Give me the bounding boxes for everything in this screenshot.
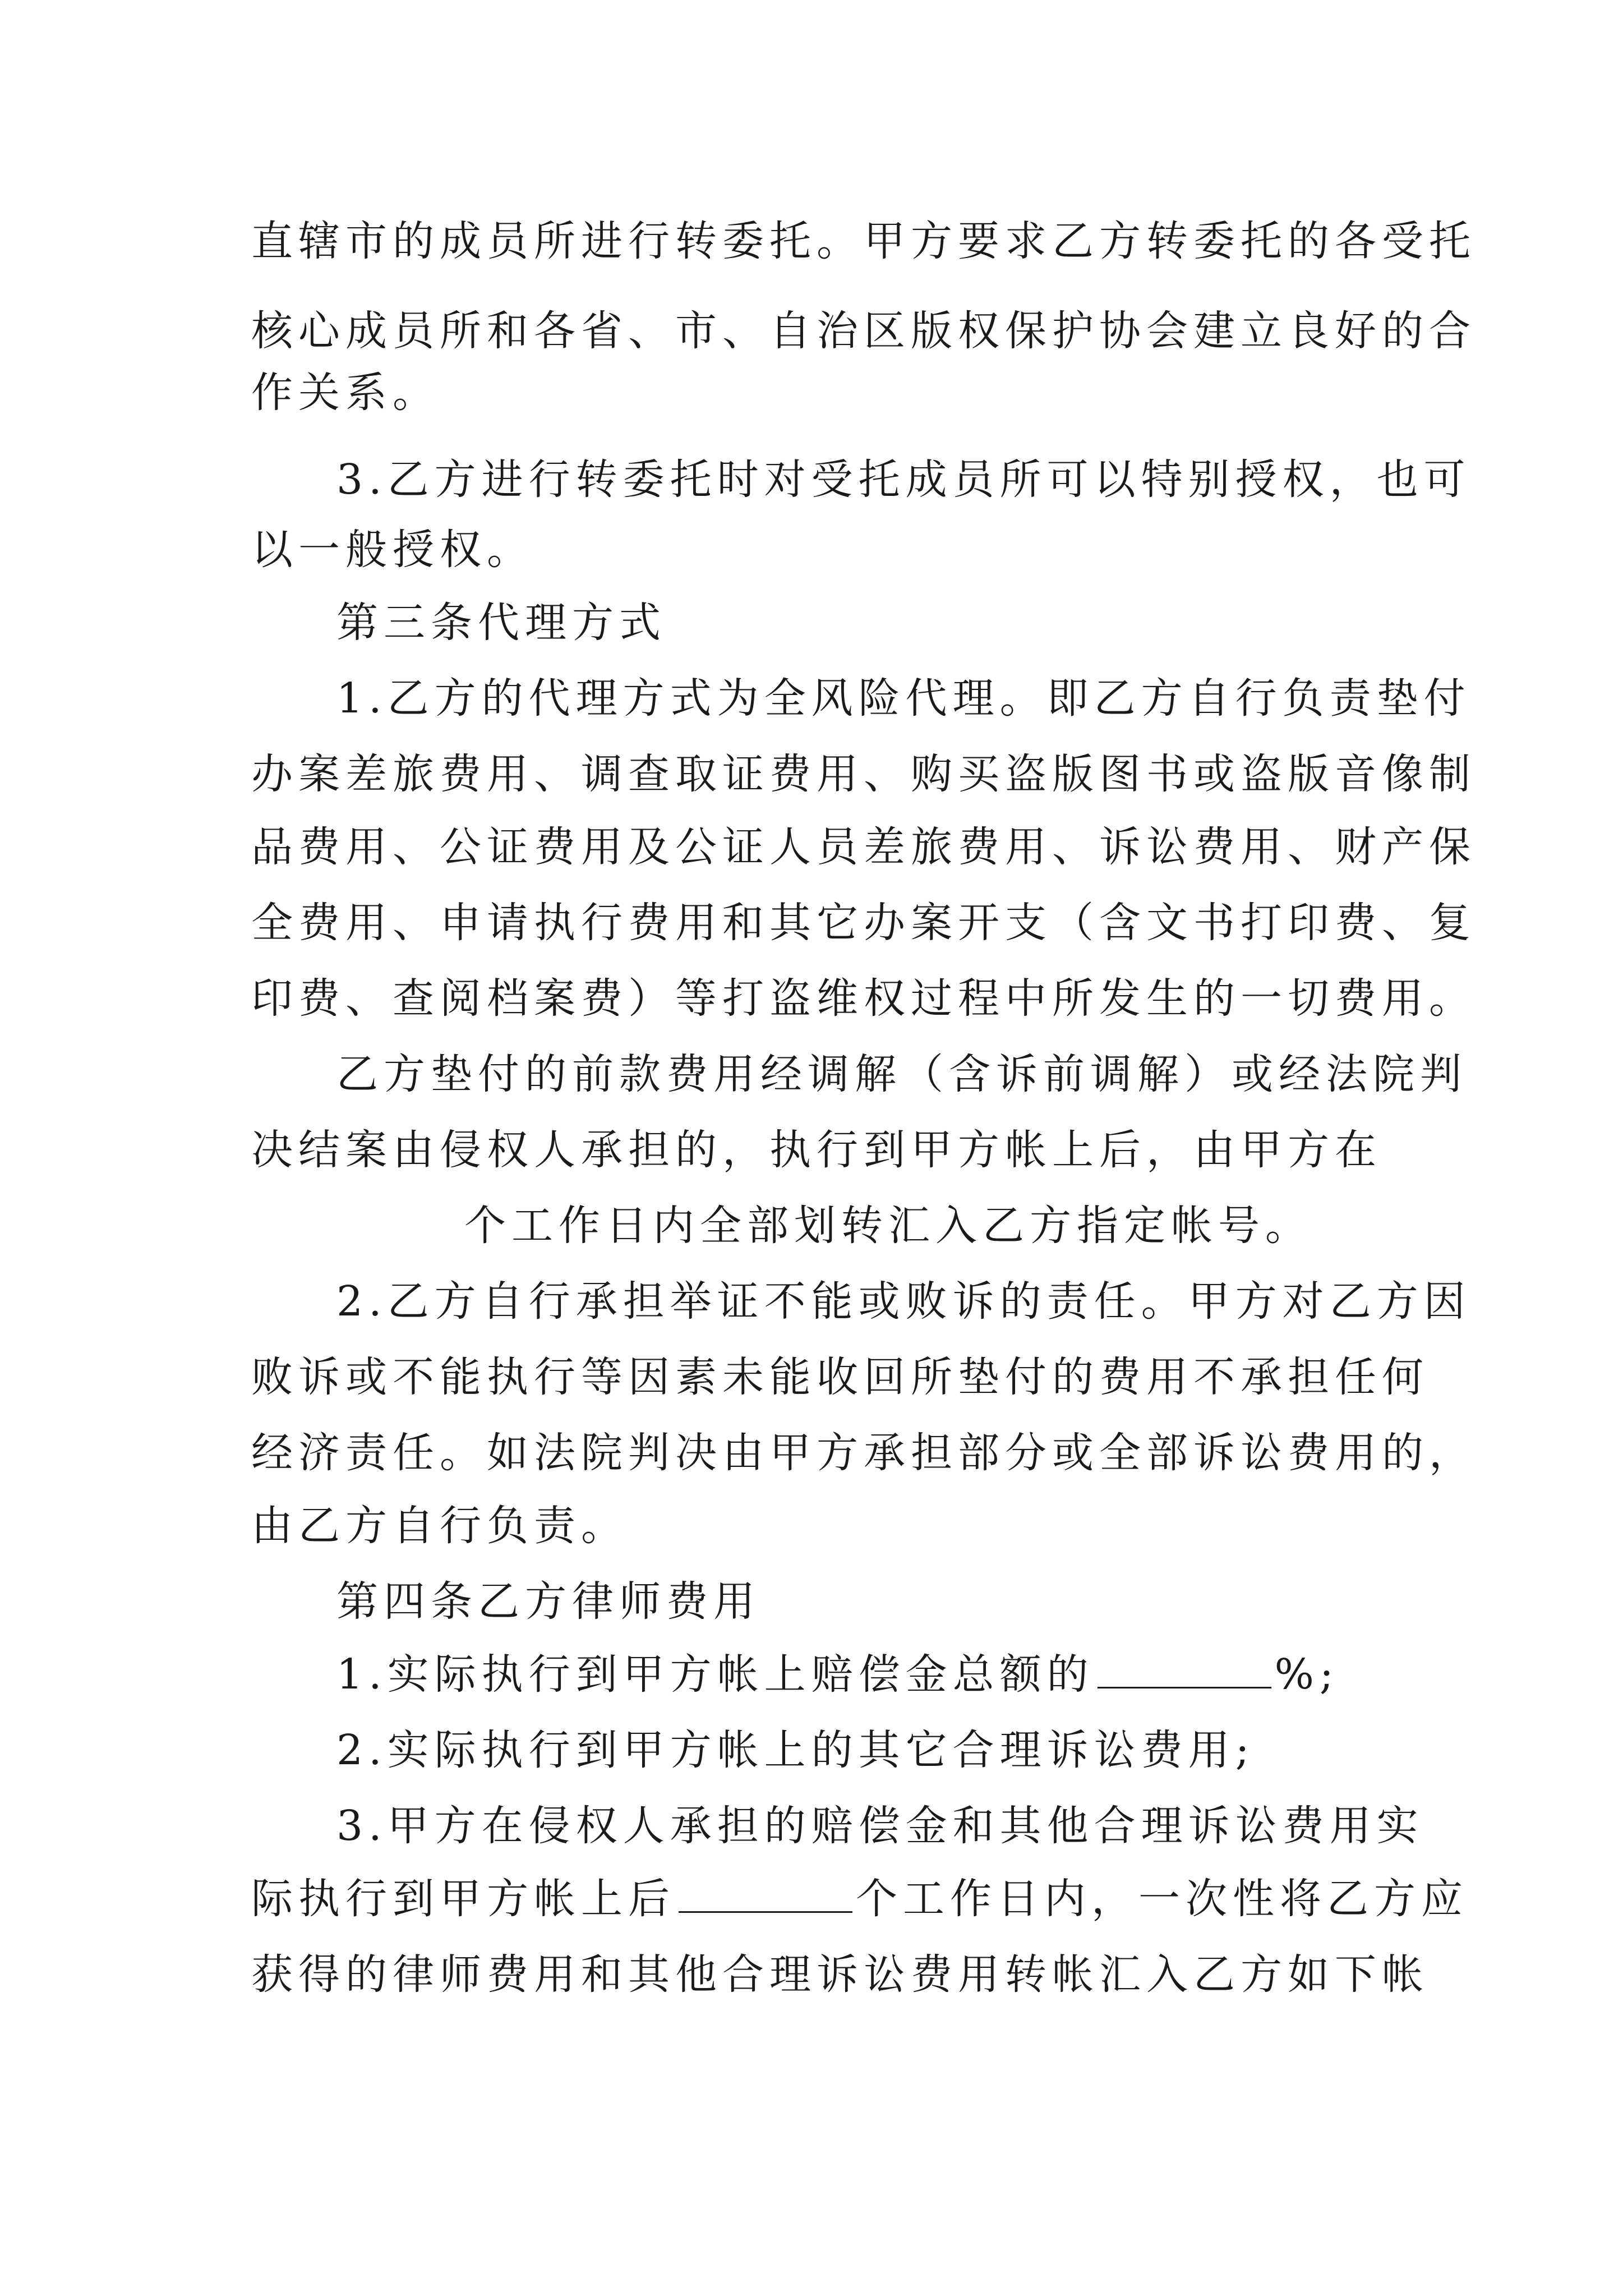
clause-4-3-prefix: 际执行到甲方帐上后 bbox=[251, 1875, 675, 1923]
article-4-heading: 第四条乙方律师费用 bbox=[336, 1577, 760, 1626]
workdays-blank-field[interactable] bbox=[679, 1872, 852, 1913]
clause-3-2-line-3: 经济责任。如法院判决由甲方承担部分或全部诉讼费用的， bbox=[251, 1429, 1476, 1477]
clause-4-3-line-1: 3.甲方在侵权人承担的赔偿金和其他合理诉讼费用实 bbox=[336, 1802, 1424, 1850]
clause-3-2-line-2: 败诉或不能执行等因素未能收回所垫付的费用不承担任何 bbox=[251, 1353, 1429, 1401]
clause-4-3-line-3: 获得的律师费用和其他合理诉讼费用转帐汇入乙方如下帐 bbox=[251, 1950, 1429, 1999]
clause-4-1 bbox=[336, 1646, 1339, 1703]
advance-cost-line-1: 乙方垫付的前款费用经调解（含诉前调解）或经法院判 bbox=[336, 1050, 1467, 1098]
clause-3-1-line-4: 全费用、申请执行费用和其它办案开支（含文书打印费、复 bbox=[251, 899, 1476, 947]
advance-cost-line-3: 个工作日内全部划转汇入乙方指定帐号。 bbox=[464, 1202, 1312, 1250]
clause-3-2-line-4: 由乙方自行负责。 bbox=[251, 1502, 628, 1550]
text-line-1: 直辖市的成员所进行转委托。甲方要求乙方转委托的各受托 bbox=[251, 217, 1476, 265]
clause-3-1-line-3: 品费用、公证费用及公证人员差旅费用、诉讼费用、财产保 bbox=[251, 823, 1476, 871]
clause-3-2-line-1: 2.乙方自行承担举证不能或败诉的责任。甲方对乙方因 bbox=[336, 1277, 1471, 1326]
clause-3-1-line-5: 印费、查阅档案费）等打盗维权过程中所发生的一切费用。 bbox=[251, 974, 1476, 1023]
clause-2-3-line-1: 3.乙方进行转委托时对受托成员所可以特别授权，也可 bbox=[336, 455, 1471, 504]
clause-3-1-line-2: 办案差旅费用、调查取证费用、购买盗版图书或盗版音像制 bbox=[251, 750, 1476, 798]
clause-3-1-line-1: 1.乙方的代理方式为全风险代理。即乙方自行负责垫付 bbox=[336, 674, 1471, 723]
clause-2-3-line-2: 以一般授权。 bbox=[251, 526, 534, 574]
advance-cost-line-2: 决结案由侵权人承担的，执行到甲方帐上后，由甲方在 bbox=[251, 1126, 1382, 1174]
clause-4-1-prefix: 1.实际执行到甲方帐上赔偿金总额的 bbox=[336, 1650, 1094, 1699]
clause-4-1-suffix: %; bbox=[1274, 1650, 1339, 1699]
clause-4-2: 2.实际执行到甲方帐上的其它合理诉讼费用; bbox=[336, 1726, 1255, 1774]
clause-4-3-suffix: 个工作日内，一次性将乙方应 bbox=[856, 1875, 1468, 1923]
article-3-heading: 第三条代理方式 bbox=[336, 599, 666, 647]
text-line-2: 核心成员所和各省、市、自治区版权保护协会建立良好的合 bbox=[251, 307, 1476, 355]
percentage-blank-field[interactable] bbox=[1098, 1648, 1271, 1688]
clause-4-3-line-2 bbox=[251, 1871, 1468, 1927]
text-line-3: 作关系。 bbox=[251, 369, 440, 417]
